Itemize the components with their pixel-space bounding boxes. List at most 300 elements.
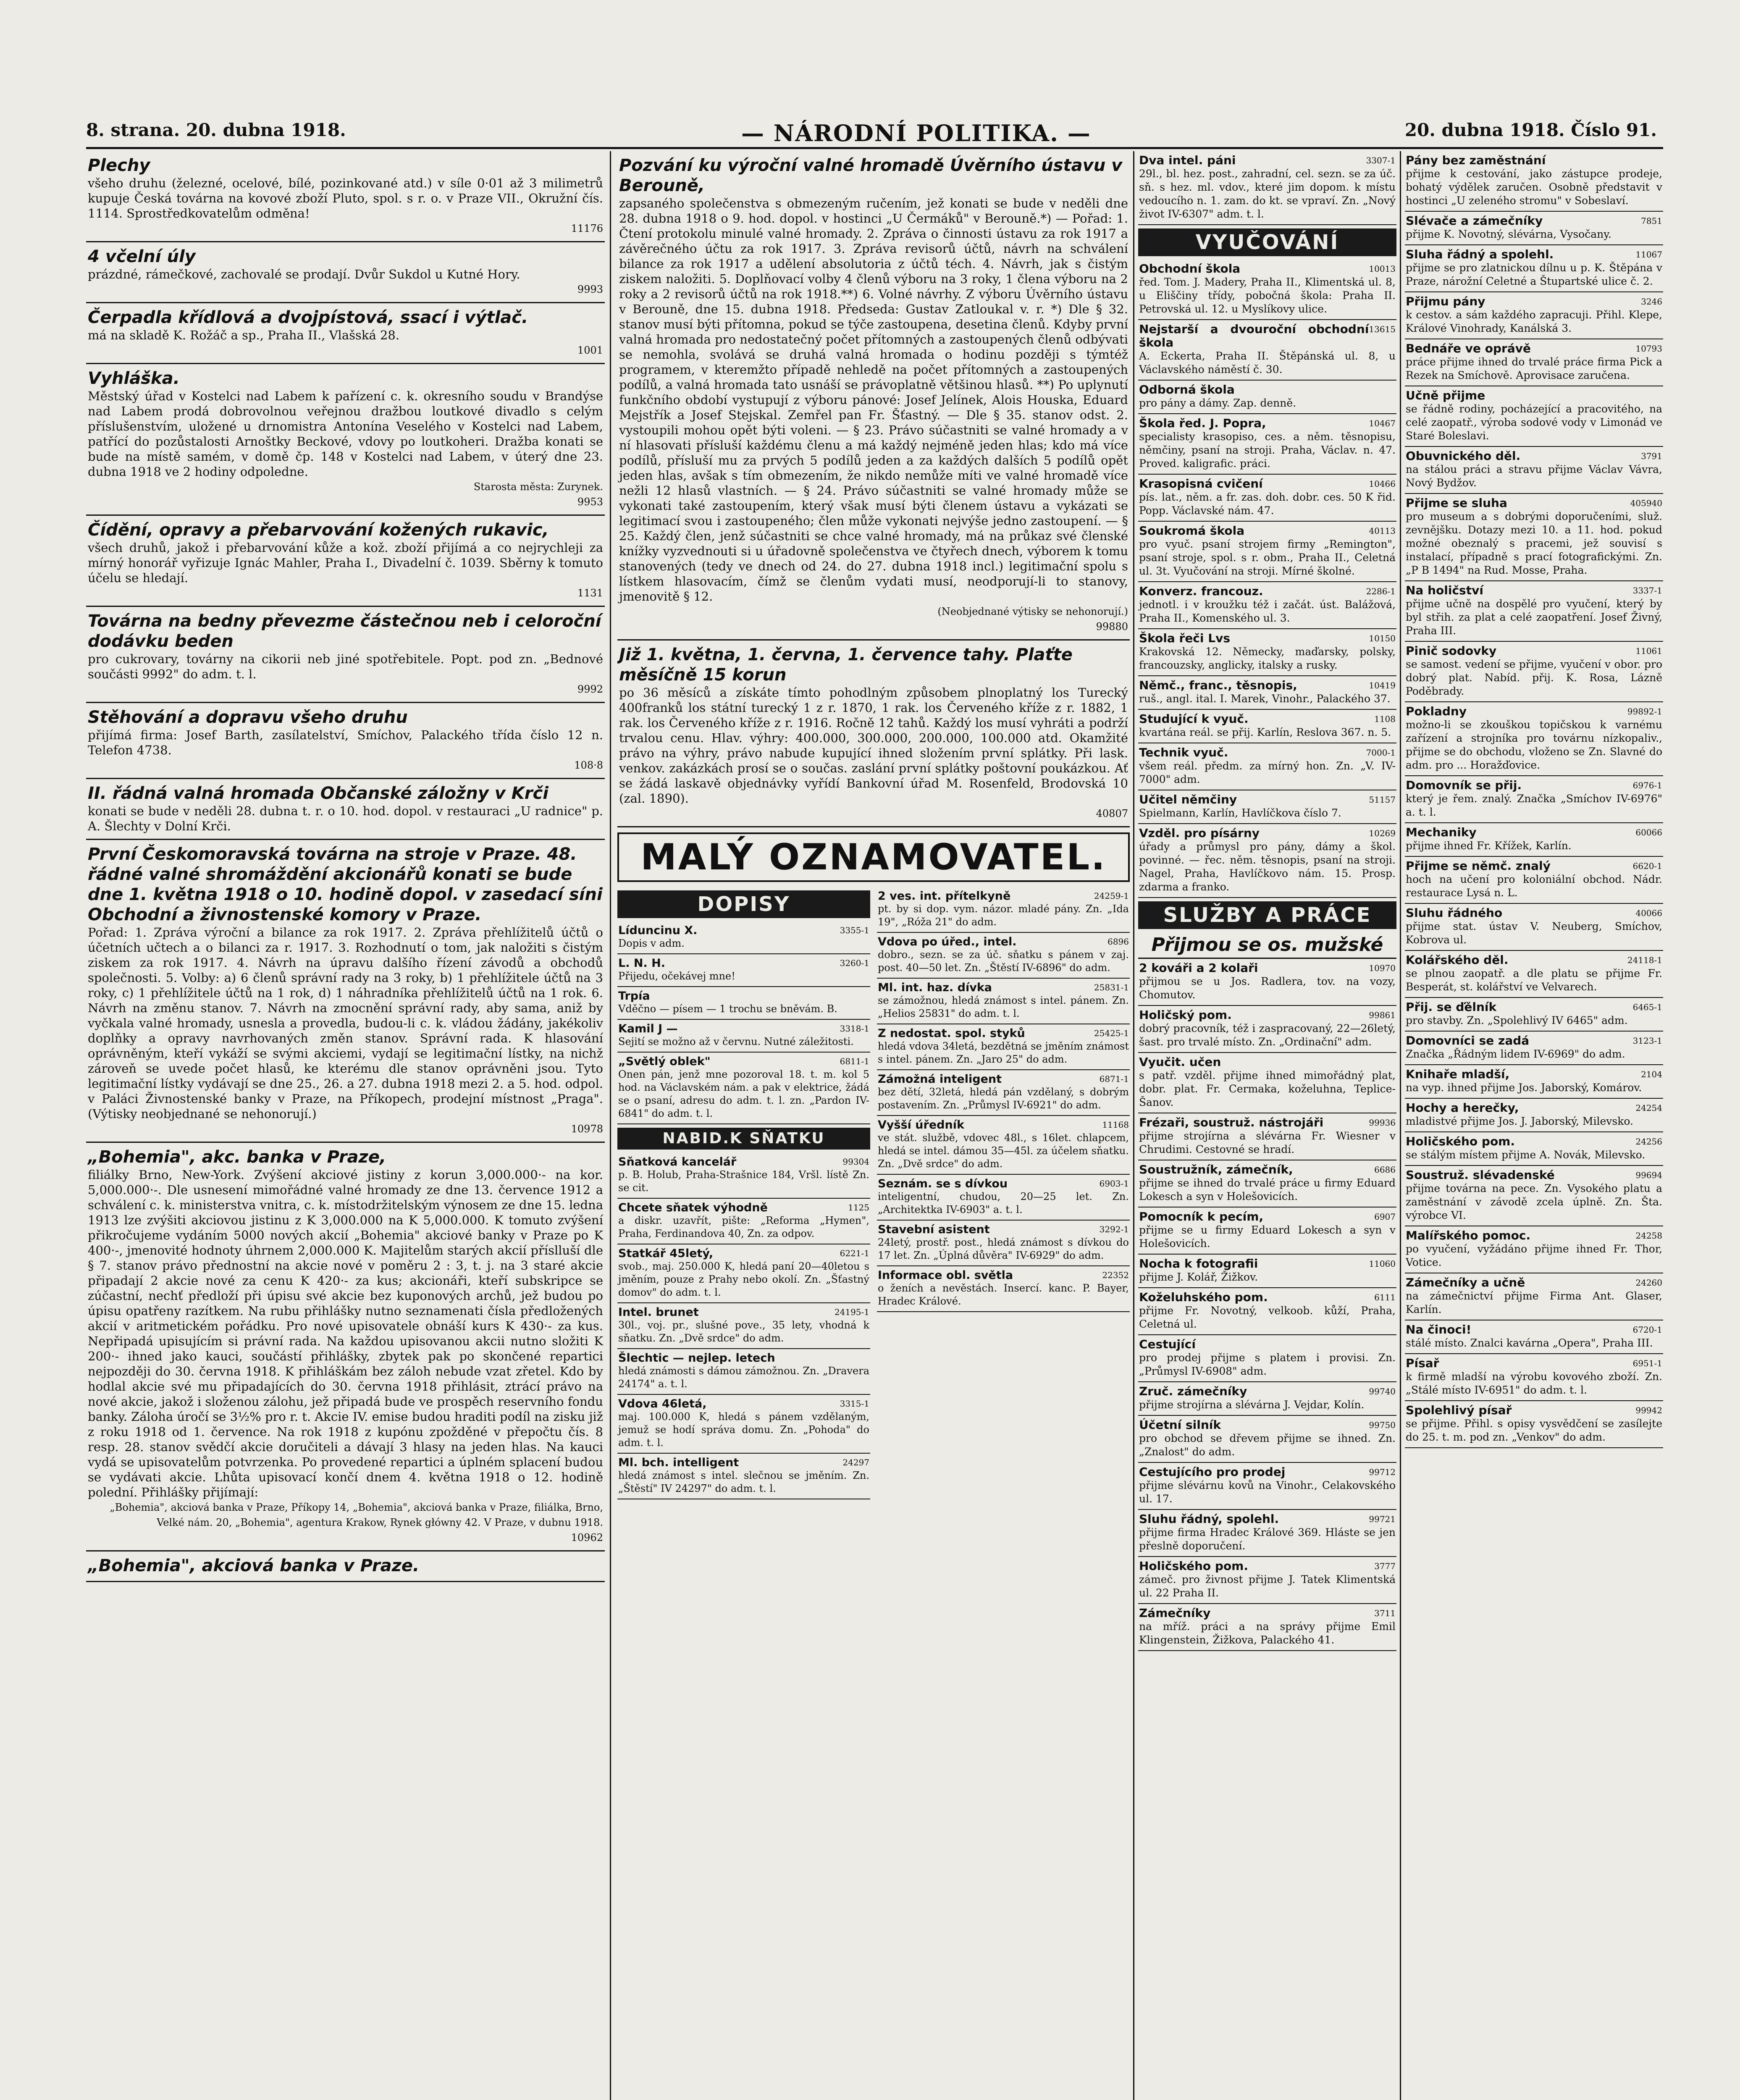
ad-number: 3777: [1374, 1561, 1396, 1571]
ad-body: pro vyuč. psaní strojem firmy „Remington", psaní stroje, spol. s r. obm., Praha II., Celetná ul. 3t. Vyučování na stroji. Mírné školné.: [1139, 538, 1396, 577]
notice-signature: Starosta města: Zurynek.: [473, 481, 603, 493]
classified-ad: [1405, 823, 1663, 857]
classified-ad: [1405, 339, 1663, 386]
ad-number: 3123-1: [1632, 1036, 1662, 1046]
ad-body: svob., maj. 250.000 K, hledá paní 20—40letou s jměním, pouze z Prahy nebo okolí. Zn. „Šťastný domov" do adm. t. l.: [618, 1260, 869, 1298]
ad-number: 1125: [848, 1202, 869, 1213]
ad-body: všem reál. předm. za mírný hon. Zn. „V. IV-7000" adm.: [1139, 760, 1396, 785]
classified-ad: [877, 933, 1130, 979]
column-1: [86, 151, 605, 2100]
ad-body: p. B. Holub, Praha-Strašnice 184, Vršl. lístě Zn. se cit.: [618, 1169, 869, 1194]
classified-ad: [1138, 151, 1396, 225]
ad-heading: Bednáře ve oprávě: [1406, 341, 1531, 355]
ad-heading: Vdova 46letá,: [618, 1397, 707, 1410]
ad-body: přijme stat. ústav V. Neuberg, Smíchov, Kobrova ul.: [1406, 920, 1662, 946]
classified-ad: [1138, 1053, 1396, 1113]
ad-number: 25831-1: [1094, 982, 1129, 992]
classified-ad: [1138, 414, 1396, 475]
ad-heading: Soustruž. slévadenské: [1406, 1168, 1555, 1182]
ad-body: přijme továrna na pece. Zn. Vysokého platu a zaměstnání v závodě zcela úplně. Zn. Šta. výrobce VI.: [1406, 1182, 1662, 1221]
ad-heading: Stavební asistent: [878, 1223, 990, 1236]
ad-body: pís. lat., něm. a fr. zas. doh. dobr. ces. 50 K řid. Popp. Václavské nám. 47.: [1139, 491, 1396, 517]
notice-number: 108·8: [574, 759, 603, 771]
notice-ad: [86, 607, 605, 703]
classified-ad: [1138, 1006, 1396, 1053]
ad-heading: Holičského pom.: [1406, 1134, 1515, 1148]
ad-number: 24256: [1635, 1137, 1662, 1147]
ad-body: přijmou se u Jos. Radlera, tov. na vozy, Chomutov.: [1139, 975, 1396, 1001]
ad-heading: Soustružník, zámečník,: [1139, 1163, 1293, 1176]
classified-ad: [617, 1244, 870, 1303]
ad-heading: Zámečníky: [1139, 1606, 1211, 1620]
notice-text: po 36 měsíců a získáte tímto pohodlným způsobem plnoplatný los Turecký 400franků los státní turecký 1 z r. 1870, 1 rak. los Červeného kříže z r. 1882, 1 rak. los Červeného kříže z r. 1916. Ročně 12 tahů. Každý los musí vyhráti a podrží trvalou cenu. Hlav. výhry: 400.000, 300.000, 200.000, 100.000 atd. Okamžité právo na výhry, právo nabude kupující ihned složením první splátky. Při lask. venkov. zakázkách prosí se o součas. zaslání první splátky poštovní poukázkou. Ať se žádá laskavě objednávky vyřídí Bankovní úřad M. Rosenfeld, Brodovská 10 (zal. 1890).: [619, 685, 1128, 806]
classified-banner: MALÝ OZNAMOVATEL.: [617, 832, 1130, 882]
prijmou-list: [1138, 959, 1396, 1651]
notice-title: „Bohemia", akciová banka v Praze.: [88, 1556, 420, 1575]
classified-ad: [617, 1199, 870, 1244]
notice-title: První Českomoravská továrna na stroje v Praze. 48. řádné valné shromáždění akcionářů konati se bude dne 1. května 1918 o 10. hodině dopol. v zasedací síni Obchodní a živnostenské komory v Praze.: [88, 845, 603, 924]
ad-body: přijme strojírna a slévárna J. Vejdar, Kolín.: [1139, 1399, 1365, 1411]
notice-title: Již 1. května, 1. června, 1. července tahy. Plaťte měsíčně 15 korun: [619, 645, 1073, 685]
ad-body: zámeč. pro živnost přijme J. Tatek Klimentská ul. 22 Praha II.: [1139, 1573, 1396, 1599]
ad-number: 6896: [1108, 937, 1129, 947]
ad-number: 6976-1: [1632, 780, 1662, 790]
notice-number: 10962: [571, 1532, 603, 1544]
classified-ad: [1405, 857, 1663, 904]
classified-ad: [617, 1053, 870, 1124]
ad-body: se plnou zaopatř. a dle platu se přijme Fr. Besperát, st. kolářství ve Velvarech.: [1406, 967, 1662, 993]
ad-number: 6720-1: [1632, 1325, 1662, 1335]
masthead: — NÁRODNÍ POLITIKA. —: [741, 120, 1091, 147]
classified-ad: [877, 979, 1130, 1024]
classified-ad: [1138, 710, 1396, 743]
ad-body: bez dětí, 32letá, hledá pán vzdělaný, s dobrým postavením. Zn. „Průmysl IV-6921" do adm.: [878, 1086, 1129, 1111]
classified-ad: [877, 1116, 1130, 1175]
ad-body: a diskr. uzavřít, pište: „Reforma „Hymen", Praha, Ferdinandova 40, Zn. za odpov.: [618, 1215, 869, 1239]
ad-body: po vyučení, vyžádáno přijme ihned Fr. Thor, Votice.: [1406, 1243, 1662, 1268]
ad-number: 10419: [1369, 680, 1396, 690]
classified-ad: [617, 921, 870, 954]
column-divider: [610, 151, 611, 2100]
ad-body: maj. 100.000 K, hledá s pánem vzdělaným, jemuž se hodí správa domu. Zn. „Pohoda" do adm. t. l.: [618, 1411, 869, 1449]
ad-number: 11067: [1635, 249, 1662, 260]
ad-number: 3246: [1641, 297, 1662, 307]
ad-number: 24118-1: [1627, 955, 1662, 965]
classified-ad: [1138, 1382, 1396, 1416]
ad-heading: Přijme se němč. znalý: [1406, 859, 1551, 873]
classified-ad: [1138, 629, 1396, 676]
ad-body: se přijme. Přihl. s opisy vysvědčení se zasílejte do 25. t. m. pod zn. „Venkov" do adm.: [1406, 1418, 1662, 1443]
classified-ad: [617, 954, 870, 987]
ad-heading: Písař: [1406, 1356, 1439, 1370]
ad-heading: 2 kováři a 2 kolaři: [1139, 961, 1258, 975]
notice-text: všeho druhu (železné, ocelové, bílé, pozinkované atd.) v síle 0·01 až 3 milimetrů kupuje Česká továrna na kovové zboží Pluto, spol. s r. o. v Praze VII., Okružní čís. 1114. Sprostředkovatelům odměna!: [88, 176, 603, 220]
ad-number: 6871-1: [1099, 1074, 1129, 1084]
ad-body: který je řem. znalý. Značka „Smíchov IV-6976" a. t. l.: [1406, 793, 1662, 818]
ad-body: dobrý pracovník, též i zaspracovaný, 22—26letý, šast. pro trvalé místo. Zn. „Ordinační" adm.: [1139, 1022, 1396, 1048]
ad-body: úřady a průmysl pro pány, dámy a škol. povinné. — řec. něm. těsnopis, psaní na stroji. Nagel, Praha, Havlíčkovo nám. 15. Prosp. zdarma a franko.: [1139, 840, 1396, 893]
ad-body: k firmě mladší na výrobu kovového zboží. Zn. „Stálé místo IV-6951" do adm. t. l.: [1406, 1370, 1662, 1396]
classified-ad: [617, 1349, 870, 1395]
classified-ad: [1138, 1208, 1396, 1255]
ad-heading: Domovníci se zadá: [1406, 1034, 1530, 1047]
ad-body: přijme se u firmy Eduard Lokesch a syn v Holešovicích.: [1139, 1224, 1396, 1250]
ad-body: přijme strojírna a slévárna Fr. Wiesner v Chrudimi. Cestovné se hradí.: [1139, 1130, 1396, 1155]
classified-ad: [617, 1454, 870, 1499]
notice-ad: [617, 151, 1130, 640]
header-left: 8. strana. 20. dubna 1918.: [86, 120, 346, 140]
ad-body: Sejití se možno až v červnu. Nutné záležitosti.: [618, 1036, 854, 1047]
ad-heading: Na činoci!: [1406, 1323, 1472, 1336]
ad-heading: 2 ves. int. přítelkyně: [878, 890, 1011, 903]
classified-ad: [1405, 494, 1663, 581]
classified-ad: [1405, 1320, 1663, 1354]
classified-ad: [877, 1221, 1130, 1266]
ad-heading: L. N. H.: [618, 957, 665, 970]
ad-body: kvartána reál. se přij. Karlín, Reslova 367. n. 5.: [1139, 726, 1391, 738]
ad-number: 10269: [1369, 828, 1396, 838]
ad-number: 99304: [842, 1157, 869, 1167]
ad-heading: Technik vyuč.: [1139, 746, 1228, 759]
ad-number: 24259-1: [1094, 891, 1129, 901]
ad-heading: Škola řeči Lvs: [1139, 631, 1231, 645]
ad-body: hoch na učení pro koloniální obchod. Nádr. restaurace Lysá n. L.: [1406, 873, 1662, 899]
ad-number: 3791: [1641, 451, 1662, 461]
ad-heading: Studující k vyuč.: [1139, 712, 1249, 726]
classified-ad: [1405, 904, 1663, 951]
classified-left: [617, 887, 870, 1499]
classified-ad: [1405, 1401, 1663, 1448]
notice-title: Vyhláška.: [88, 369, 180, 388]
ad-body: ve stát. službě, vdovec 48l., s 16let. chlapcem, hledá se intel. dámou 35—45l. za účelem sňatku. Zn. „Dvě srdce" do adm.: [878, 1132, 1129, 1170]
ad-heading: Spolehlivý písař: [1406, 1403, 1512, 1417]
notice-number: 9993: [577, 284, 603, 295]
classified-ad: [1138, 1604, 1396, 1651]
classified-grid: [617, 887, 1130, 1499]
ad-heading: Vzděl. pro písárny: [1139, 826, 1260, 840]
classified-ad: [1405, 1226, 1663, 1273]
ad-heading: Pány bez zaměstnání: [1406, 153, 1546, 167]
ad-number: 7000-1: [1366, 748, 1396, 758]
ad-heading: Odborná škola: [1139, 383, 1235, 396]
classified-ad: [1405, 998, 1663, 1032]
classified-ad: [1405, 1354, 1663, 1401]
ad-body: přijme K. Novotný, slévárna, Vysočany.: [1406, 228, 1611, 240]
classified-ad: [1138, 743, 1396, 790]
ad-number: 1108: [1374, 714, 1396, 724]
ad-heading: Dva intel. páni: [1139, 153, 1236, 167]
notice-title: Plechy: [88, 156, 150, 175]
ad-body: přijme se ihned do trvalé práce u firmy Eduard Lokesch a syn v Holešovicích.: [1139, 1177, 1396, 1202]
ad-number: 40113: [1369, 526, 1396, 536]
ad-heading: Účetní silník: [1139, 1418, 1221, 1432]
classified-ad: [1405, 642, 1663, 702]
ad-number: 11168: [1102, 1120, 1129, 1130]
notice-number: 9953: [577, 496, 603, 508]
classified-ad: [1138, 1288, 1396, 1335]
ad-number: 99861: [1369, 1010, 1396, 1020]
classified-ad: [1405, 702, 1663, 776]
ad-number: 6903-1: [1099, 1179, 1129, 1189]
ad-heading: Sluhu řádného: [1406, 906, 1503, 920]
ad-heading: Malířského pomoc.: [1406, 1228, 1531, 1242]
ad-body: Onen pán, jenž mne pozoroval 18. t. m. kol 5 hod. na Václavském nám. a pak v elektrice, žádá se o psaní, adresu do adm. t. l. zn. „Pardon IV-6841" do adm. t. l.: [618, 1068, 869, 1119]
ad-heading: Obuvnického děl.: [1406, 449, 1521, 463]
ad-number: 6907: [1374, 1212, 1396, 1222]
col3-top: [1138, 151, 1396, 225]
classified-ad: [877, 887, 1130, 933]
ad-heading: Zámečníky a učně: [1406, 1276, 1525, 1289]
ad-heading: Cestujícího pro prodej: [1139, 1465, 1286, 1479]
ad-heading: Líduncinu X.: [618, 924, 698, 937]
classified-ad: [1405, 951, 1663, 998]
notice-ad: [86, 303, 605, 364]
ad-heading: Nejstarší a dvouroční obchodní škola: [1139, 322, 1369, 349]
header-right: 20. dubna 1918. Číslo 91.: [1404, 120, 1657, 140]
classified-ad: [877, 1024, 1130, 1070]
classified-right: [877, 887, 1130, 1499]
classified-ad: [617, 1395, 870, 1454]
ad-body: přijme firma Hradec Králové 369. Hláste se jen přeslně doporučení.: [1139, 1526, 1396, 1552]
classified-ad: [1405, 1166, 1663, 1226]
ad-number: 24254: [1635, 1103, 1662, 1113]
ad-heading: Pokladny: [1406, 704, 1467, 718]
classified-ad: [1405, 245, 1663, 292]
ad-body: 29l., bl. hez. post., zahradní, cel. sezn. se za úč. sň. s hez. ml. vdov., které jim dopom. k místu vedoucího n. 1. zam. do kt. se vpraví. Zn. „Nový život IV-6307" adm. t. l.: [1139, 168, 1396, 220]
notice-text: Městský úřad v Kostelci nad Labem k pařízení c. k. okresního soudu v Brandýse nad Labem prodá dobrovolnou veřejnou dražbou loutkové divadlo s celým příslušenstvím, uložené u drnomistra Antonína Veselého v Kostelci nad Labem, patřící do pozůstalosti Arnoštky Beckové, vdovy po loutkoheri. Dražba konati se bude na místě samém, v domě čp. 148 v Kostelci nad Labem, v úterý dne 23. dubna 1918 ve 2 hodiny odpoledne.: [88, 389, 603, 479]
notice-title: Stěhování a dopravu všeho druhu: [88, 708, 408, 727]
ad-heading: Přij. se ďělník: [1406, 1000, 1497, 1014]
ad-body: jednotl. i v kroužku též i začát. úst. Balážová, Praha II., Komenského ul. 3.: [1139, 598, 1396, 624]
notice-number: 9992: [577, 683, 603, 695]
ad-heading: Seznám. se s dívkou: [878, 1177, 1008, 1190]
ad-body: pro museum a s dobrými doporučeními, služ. zevnějšku. Dotazy mezi 10. a 11. hod. pokud možné obeznalý s pracemi, jež souvisí s instalací, případně s prací fotografickými. Zn. „P B 1494" na Rud. Mosse, Praha.: [1406, 510, 1662, 576]
ad-heading: Domovník se přij.: [1406, 778, 1522, 792]
dopisy-list: [617, 921, 870, 1124]
classified-ad: [1138, 790, 1396, 824]
ad-body: na zámečnictví přijme Firma Ant. Glaser, Karlín.: [1406, 1290, 1662, 1315]
ad-heading: Na holičství: [1406, 583, 1483, 597]
classified-ad: [877, 1266, 1130, 1312]
ad-body: pt. by si dop. vym. názor. mladé pány. Zn. „Ida 19", „Róža 21" do adm.: [878, 903, 1129, 928]
ad-body: s patř. vzděl. přijme ihned mimořádný plat, dobr. plat. Fr. Cermaka, koželuhna, Teplice-Šanov.: [1139, 1069, 1396, 1108]
ad-body: přijme ihned Fr. Křížek, Karlín.: [1406, 840, 1572, 852]
notice-ad: [86, 1551, 605, 1582]
ad-number: 3337-1: [1632, 585, 1662, 596]
subcategory-prijmou: Přijmou se os. mužské: [1138, 932, 1396, 959]
classified-ad: [1138, 381, 1396, 414]
ad-body: se samost. vedení se přijme, vyučení v obor. pro dobrý plat. Nabíd. přij. K. Rosa, Lázně Poděbrady.: [1406, 658, 1662, 697]
ad-heading: Informace obl. světla: [878, 1269, 1013, 1282]
ad-number: 3307-1: [1366, 155, 1396, 165]
notice-ad: [86, 242, 605, 303]
ad-body: hledá vdova 34letá, bezdětná se jměním známost s intel. pánem. Zn. „Jaro 25" do adm.: [878, 1040, 1129, 1065]
ad-body: se řádně rodiny, pocházející a pracovitého, na celé zaopatř., výroba sodové vody v Limonád ve Staré Boleslavi.: [1406, 403, 1662, 442]
ad-number: 6465-1: [1632, 1002, 1662, 1012]
notice-title: II. řádná valná hromada Občanské záložny v Krči: [88, 784, 549, 803]
ad-body: inteligentní, chudou, 20—25 let. Zn. „Architektka IV-6903" a. t. l.: [878, 1191, 1129, 1215]
ad-heading: „Světlý oblek": [618, 1055, 711, 1068]
ad-heading: Frézaři, soustruž. nástrojáři: [1139, 1116, 1324, 1129]
ad-heading: Nocha k fotografii: [1139, 1257, 1258, 1270]
ad-heading: Soukromá škola: [1139, 524, 1245, 538]
ad-body: na vyp. ihned přijme Jos. Jaborský, Komárov.: [1406, 1082, 1642, 1094]
ad-heading: Konverz. francouz.: [1139, 584, 1263, 598]
ad-number: 7851: [1641, 216, 1662, 226]
ad-body: řed. Tom. J. Madery, Praha II., Klimentská ul. 8, u Eliščiny třídy, pobočná škola: Praha II. Petrovská ul. 12. u Myslíkovy ulice.: [1139, 276, 1396, 315]
notice-title: Čerpadla křídlová a dvojpístová, ssací i výtlač.: [88, 308, 528, 327]
ad-number: 6620-1: [1632, 861, 1662, 871]
ad-heading: Sňatková kancelář: [618, 1155, 737, 1168]
category-vyucovani: VYUČOVÁNÍ: [1138, 228, 1396, 256]
ad-number: 51157: [1369, 795, 1396, 805]
classified-ad: [1405, 447, 1663, 494]
ad-number: 2286-1: [1366, 586, 1396, 596]
ad-number: 99892-1: [1627, 706, 1662, 717]
ad-number: 40066: [1635, 908, 1662, 918]
ad-heading: Cestující: [1139, 1337, 1196, 1351]
ad-body: 30l., voj. pr., slušné pove., 35 lety, vhodná k sňatku. Zn. „Dvě srdce" do adm.: [618, 1319, 869, 1344]
ad-body: k cestov. a sám každého zapracuji. Přihl. Klepe, Králové Vinohrady, Kanálská 3.: [1406, 309, 1662, 334]
notice-ad: [86, 840, 605, 1143]
ad-number: 3292-1: [1099, 1224, 1129, 1234]
notice-title: 4 včelní úly: [88, 247, 196, 266]
notice-title: „Bohemia", akc. banka v Praze,: [88, 1147, 386, 1167]
notice-title: Továrna na bedny převezme částečnou neb i celoroční dodávku beden: [88, 612, 601, 651]
classified-ad: [1138, 1113, 1396, 1160]
classified-ad: [617, 1020, 870, 1053]
ad-heading: Holičský pom.: [1139, 1008, 1232, 1022]
classified-ad: [1138, 959, 1396, 1006]
ad-body: Značka „Řádným lidem IV-6969" do adm.: [1406, 1048, 1625, 1060]
ad-body: na mříž. práci a na správy přijme Emil Klingenstein, Žižkova, Palackého 41.: [1139, 1620, 1396, 1646]
ad-body: přijme slévárnu kovů na Vinohr., Celakovského ul. 17.: [1139, 1479, 1396, 1505]
ad-number: 10467: [1369, 418, 1396, 428]
classified-ad: [1138, 676, 1396, 710]
col2-notices: [617, 151, 1130, 827]
ad-heading: Němč., franc., těsnopis,: [1139, 678, 1297, 692]
vyucovani-list: [1138, 260, 1396, 898]
ad-body: pro obchod se dřevem přijme se ihned. Zn. „Znalost" do adm.: [1139, 1432, 1396, 1458]
notice-text: filiálky Brno, New-York. Zvýšení akciové jistiny z korun 3,000.000·- na kor. 5,000.000·-. Dle usnesení mimořádné valné hromady ze dne 13. července 1912 a schválení c. k. ministerstva vnitra, c. k. místodržitelským výnosem ze dne 15. ledna 1913 lze zvýšiti akciovou jistinu z K 3,000.000 na K 5,000.000. K tomuto zvýšení přikročujeme vydáním 5000 nových akcií „Bohemia" akciové banky v Praze po K 400·-, jmenovité hodnoty úhrnem 2,000.000 K. Majitelům starých akcií příslluší dle § 7. stanov právo přednostní na akcie nové v poměru 2 : 3, t. j. na 3 staré akcie připadají 2 akcie nové za cenu K 420·- za kus; akcionáři, kteří subskripce se zúčastní, nechť předloží při úpisu své akcie bez kuponových archů, jež budou po úpisu opatřeny razítkem. Na rubu přihlášky nutno seznamenati čísla předložených akcií v aritmetickém pořádku. Pro nové upisovatele obnáší kurs K 430·- za kus. Nepřipadá upisujícím si právní rada. Na každou upisovanou akcii nutno složiti K 200·- ihned jako kauci, součástí přihlášky, zbytek pak po skončené repartici nejpozději do 30. června 1918. K přihláškám bez záloh nebude vzat zřetel. Kdo by hodlal akcie své mu připadajících do 30. června 1918 přihlásit, ztrácí právo na nové akcie, jakož i složenou zálohu, jež připadá bude ve prospěch reservního fondu banky. Záloha úročí se 3½% pro r. t. Akcie IV. emise budou hraditi podíl na zisku již z roku 1918 od 1. července. Na rok 1918 z kupónu zpožděné v přepočtu čís. 8 resp. 28. stanov svědčí akcie doručiteli a dávají 3 hlasy na jeden hlas. Na kauci vydá se upisovatelům potvrzenka. Po provedené repartici a úplném splacení budou se vydávati akcie. Lhůta upisovací končí dnem 4. května 1918 o 12. hodině polední. Přihlášky přijímají:: [88, 1168, 603, 1499]
ad-heading: Pomocník k pecím,: [1139, 1210, 1264, 1223]
ad-body: pro pány a dámy. Zap. denně.: [1139, 397, 1296, 409]
notice-title: Pozvání ku výroční valné hromadě Úvěrního ústavu v Berouně,: [619, 156, 1123, 195]
notice-text: všech druhů, jakož i přebarvování kůže a kož. zboží přijímá a co nejrychleji za mírný honorář vyřizuje Ignác Mahler, Praha I., Divadelní č. 1039. Sběrny k tomuto účelu se hledají.: [88, 541, 603, 585]
ad-number: 10793: [1635, 344, 1662, 354]
ad-heading: Přijme se sluha: [1406, 496, 1507, 510]
notice-ad: [86, 151, 605, 242]
classified-ad: [1138, 1557, 1396, 1604]
column-divider: [1400, 151, 1401, 2100]
classified-ad: [1138, 260, 1396, 320]
ad-body: 24letý, prostř. post., hledá známost s dívkou do 17 let. Zn. „Úplná důvěra" IV-6929" do adm.: [878, 1236, 1129, 1261]
notice-number: 1001: [577, 344, 603, 356]
classified-ad: [1138, 1160, 1396, 1208]
category-dopisy: DOPISY: [617, 890, 870, 918]
ad-heading: Knihaře mladší,: [1406, 1067, 1510, 1081]
ad-body: přijme k cestování, jako zástupce prodeje, bohatý výdělek zaručen. Osobně představit v hostinci „U zeleného stromu" v Sobeslaví.: [1406, 168, 1662, 207]
ad-heading: Sluha řádný a spolehl.: [1406, 247, 1554, 261]
ad-body: na stálou práci a stravu přijme Václav Vávra, Nový Bydžov.: [1406, 463, 1662, 489]
category-snatku: NABID.K SŇATKU: [617, 1128, 870, 1150]
ad-number: 2104: [1641, 1069, 1662, 1079]
classified-ad: [1405, 1032, 1663, 1065]
ad-number: 60066: [1635, 827, 1662, 837]
notice-ad: [86, 364, 605, 516]
classified-ad: [1405, 581, 1663, 642]
notice-text: má na skladě K. Rožáč a sp., Praha II., Vlašská 28.: [88, 328, 400, 342]
ad-number: 24195-1: [834, 1307, 869, 1317]
notice-ad: [86, 779, 605, 840]
ad-heading: Zámožná inteligent: [878, 1073, 1002, 1086]
ad-number: 24258: [1635, 1231, 1662, 1241]
notice-text: prázdné, rámečkové, zachovalé se prodají. Dvůr Sukdol u Kutné Hory.: [88, 267, 520, 281]
classified-ad: [1138, 1463, 1396, 1510]
ad-number: 24260: [1635, 1278, 1662, 1288]
classified-ad: [1138, 1255, 1396, 1288]
classified-ad: [1405, 212, 1663, 245]
classified-ad: [1138, 320, 1396, 381]
ad-body: Krakovská 12. Německy, maďarsky, polsky, francouzsky, anglicky, italsky a rusky.: [1139, 646, 1396, 671]
ad-number: 3711: [1374, 1608, 1396, 1618]
ad-number: 3315-1: [840, 1399, 869, 1409]
ad-heading: Ml. bch. intelligent: [618, 1456, 739, 1469]
classified-ad: [877, 1070, 1130, 1116]
classified-ad: [1405, 776, 1663, 823]
ad-body: Přijedu, očekávej mne!: [618, 970, 735, 982]
ad-number: 3260-1: [840, 958, 869, 968]
ad-number: 99694: [1635, 1170, 1662, 1180]
classified-ad: [1405, 1132, 1663, 1166]
notice-text: pro cukrovary, továrny na cikorii neb jiné spotřebitele. Popt. pod zn. „Bednové součásti 9992" do adm. t. l.: [88, 652, 603, 681]
classified-ad: [1405, 1065, 1663, 1099]
ad-heading: Šlechtic — nejlep. letech: [618, 1352, 775, 1365]
ad-number: 22352: [1102, 1270, 1129, 1280]
page-header: [86, 120, 1657, 149]
ad-heading: Slévače a zámečníky: [1406, 214, 1543, 228]
ad-body: A. Eckerta, Praha II. Štěpánská ul. 8, u Václavského náměstí č. 30.: [1139, 350, 1396, 375]
notice-number: 99880: [1096, 621, 1128, 633]
ad-number: 11060: [1369, 1259, 1396, 1269]
ad-number: 10970: [1369, 963, 1396, 973]
notice-ad: [86, 516, 605, 607]
ad-number: 24297: [842, 1457, 869, 1467]
ad-heading: Zruč. zámečníky: [1139, 1384, 1247, 1398]
ad-body: o ženích a nevěstách. Insercí. kanc. P. Bayer, Hradec Králové.: [878, 1282, 1129, 1307]
classified-ad: [1405, 292, 1663, 339]
notice-text: Pořad: 1. Zpráva výroční a bilance za rok 1917. 2. Zpráva přehlížitelů účtů o účetních učtech a o bilanci za r. 1917. 3. Rozhodnutí o tom, jak naložiti s čistým ziskem za rok 1917. 4. Návrh na úpravu dalšího řízení závodů a obchodů společnosti. 5. Volby: a) 6 členů správní rady na 3 roky, b) 1 přehlížitele účtů na 3 roky, c) 1 přehlížitele účtů na 1 rok, d) 1 náhradníka přehlížitelů účtů na 1 rok. 6. Návrh na změnu stanov. 7. Návrh na zmocnění správní rady, aby sama, aniž by vyčkala valné hromady, usnesla a provedla, budou-li c. k. vládou žádány, jakékoliv doplňky a opravy navrhovaných změn stanov. Správní rada. K hlasování oprávněným, kteří vykáží se svými akciemi, vydají se legitimační lístky, na nichž zároveň se uvede počet hlasů, ke kterému dle stanov oprávněni jsou. Tyto legitimační lístky vydávají se dne 25., 26. a 27. dubna 1918 mezi 2. a 5. hod. odpol. v Paláci Živnostenské banky v Praze, na Příkopech, prodejní místnost „Praga". (Výtisky neobjednané se nehonorují.): [88, 925, 603, 1121]
ad-number: 6221-1: [840, 1248, 869, 1258]
ad-number: 6811-1: [840, 1056, 869, 1066]
ad-body: se stálým místem přijme A. Novák, Milevsko.: [1406, 1149, 1646, 1161]
ad-body: se zámožnou, hledá známost s intel. pánem. Zn. „Helios 25831" do adm. t. l.: [878, 995, 1129, 1019]
column-3: [1138, 151, 1396, 2100]
ad-body: pro prodej přijme s platem i provisi. Zn. „Průmysl IV-6908" adm.: [1139, 1352, 1396, 1377]
ad-heading: Holičského pom.: [1139, 1559, 1248, 1573]
ad-number: 10013: [1369, 264, 1396, 274]
ad-heading: Koželuhského pom.: [1139, 1290, 1268, 1304]
ad-heading: Chcete sňatek výhodně: [618, 1201, 768, 1214]
notice-number: 1131: [577, 587, 603, 599]
ad-heading: Statkář 45letý,: [618, 1247, 714, 1260]
ad-number: 10466: [1369, 479, 1396, 489]
ad-heading: Vyučit. učen: [1139, 1055, 1221, 1069]
column-divider: [1133, 151, 1134, 2100]
ad-number: 25425-1: [1094, 1028, 1129, 1038]
notice-signature: „Bohemia", akciová banka v Praze, Příkopy 14, „Bohemia", akciová banka v Praze, filiálka, Brno, Velké nám. 20, „Bohemia", agentura Krakow, Rynek główny 42. V Praze, v dubnu 1918.: [110, 1502, 603, 1528]
ad-body: stálé místo. Znalci kavárna „Opera", Praha III.: [1406, 1337, 1653, 1349]
